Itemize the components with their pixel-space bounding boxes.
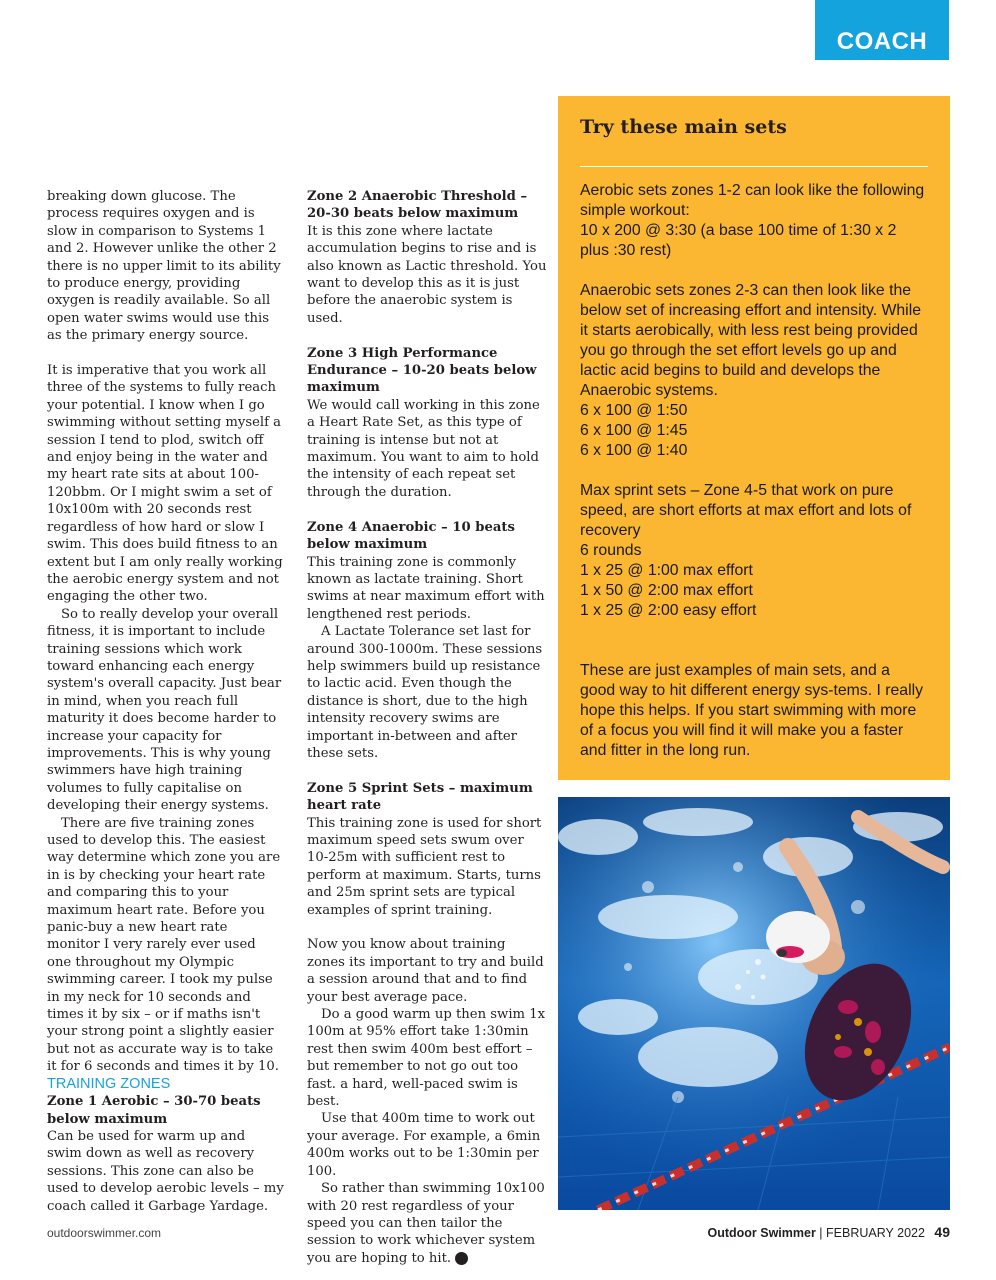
section-heading: TRAINING ZONES: [47, 1075, 171, 1092]
paragraph: Now you know about training zones its important to try and build a session around that and to find your best average pace.: [307, 937, 544, 1005]
anaerobic-set: 6 x 100 @ 1:40: [580, 442, 688, 459]
sidebar-divider: [580, 166, 928, 167]
paragraph: So to really develop your overall fitness, it is important to include training sessions which work toward enhancing each energy system's overall capacity. Just bear in mind, when you reach full maturity it does become harder to increase your capacity for improvements. This is why young swimmers have high training volumes to fully capitalise on developing their energy systems.: [47, 606, 282, 814]
zone-1-heading: Zone 1 Aerobic – 30-70 beats below maximum: [47, 1094, 261, 1127]
magazine-name: Outdoor Swimmer: [707, 1226, 816, 1240]
paragraph: breaking down glucose. The process requires oxygen and is slow in comparison to Systems 1 and 2. However unlike the other 2 there is no upper limit to its ability to produce energy, providing oxygen is readily available. So all open water swims would use this as the primary energy source.: [47, 189, 281, 344]
page-number: 49: [934, 1224, 950, 1240]
paragraph: There are five training zones used to develop this. The easiest way determine which zone you are in is by checking your heart rate and comparing this to your maximum heart rate. Before you panic-buy a new heart rate monitor I very rarely ever used one throughout my Olympic swimming career. I took my pulse in my neck for 10 seconds and times it by six – or if maths isn't your strong point a slightly easier but not as accurate way is to take it for 6 seconds and times it by 10.: [47, 815, 281, 1075]
zone-5-heading: Zone 5 Sprint Sets – maximum heart rate: [307, 780, 533, 814]
paragraph: This training zone is commonly known as lactate training. Short swims at near maximum effort with lengthened rest periods.: [307, 554, 545, 622]
issue-date: FEBRUARY 2022: [826, 1226, 925, 1240]
paragraph: Do a good warm up then swim 1x 100m at 95% effort take 1:30min rest then swim 400m best effort – but remember to not go out too fast. a hard, well-paced swim is best.: [307, 1007, 546, 1110]
swimmer-image: [558, 797, 950, 1210]
main-sets-sidebar: [558, 96, 950, 780]
paragraph: It is imperative that you work all three of the systems to fully reach your potential. I know when I go swimming without setting myself a session I tend to plod, switch off and enjoy being in the water and my heart rate sits at about 100-120bbm. Or I might swim a set of 10x100m with 20 seconds rest regardless of how hard or slow I swim. This does build fitness to an extent but I am only really working the aerobic energy system and not engaging the other two.: [47, 363, 283, 605]
anaerobic-set: 6 x 100 @ 1:50: [580, 402, 688, 419]
folio-separator: |: [819, 1226, 827, 1240]
zone-3-heading: Zone 3 High Performance Endurance – 10-20 beats below maximum: [307, 345, 537, 396]
paragraph: This training zone is used for short maximum speed sets swum over 10-25m with sufficient rest to perform at maximum. Starts, turns and 25m sprint sets are typical examples of sprint training.: [307, 815, 542, 918]
article-column-1: [47, 188, 284, 1215]
footer-website: outdoorswimmer.com: [47, 1226, 162, 1240]
sprint-rounds: 6 rounds: [580, 542, 642, 559]
closing-text: So rather than swimming 10x100 with 20 rest regardless of your speed you can then tailor the session to work whichever system you are hoping to hit.: [307, 1181, 545, 1266]
aerobic-set: 10 x 200 @ 3:30 (a base 100 time of 1:30 x 2 plus :30 rest): [580, 222, 897, 259]
zone-2-heading: Zone 2 Anaerobic Threshold – 20-30 beats below maximum: [307, 189, 528, 222]
paragraph: We would call working in this zone a Heart Rate Set, as this type of training is intense but not at maximum. You want to aim to hold the intensity of each repeat set through the duration.: [307, 397, 540, 500]
paragraph: A Lactate Tolerance set last for around 300-1000m. These sessions help swimmers build up resistance to lactic acid. Even though the distance is short, due to the high intensity recovery swims are important in-between and after these sets.: [307, 624, 543, 761]
paragraph: Can be used for warm up and swim down as well as recovery sessions. This zone can also be used to develop aerobic levels – my coach called it Garbage Yardage.: [47, 1128, 284, 1214]
sprint-set: 1 x 25 @ 1:00 max effort: [580, 562, 753, 579]
sprint-set: 1 x 50 @ 2:00 max effort: [580, 582, 753, 599]
swimmer-photo: [558, 797, 950, 1210]
sprint-set: 1 x 25 @ 2:00 easy effort: [580, 602, 757, 619]
anaerobic-set: 6 x 100 @ 1:45: [580, 422, 688, 439]
paragraph: [307, 1180, 547, 1267]
aerobic-intro: Aerobic sets zones 1-2 can look like the following simple workout:: [580, 182, 925, 219]
section-label: COACH: [836, 28, 928, 55]
paragraph: It is this zone where lactate accumulation begins to rise and is also known as Lactic threshold. You want to develop this as it is just before the anaerobic system is used.: [307, 223, 547, 326]
footer-folio: [707, 1224, 950, 1240]
zone-4-heading: Zone 4 Anaerobic – 10 beats below maximum: [307, 519, 515, 553]
paragraph: Use that 400m time to work out your average. For example, a 6min 400m works out to be 1:30min per 100.: [307, 1111, 541, 1179]
end-mark-icon: OS: [455, 1252, 468, 1265]
section-tab: [815, 0, 949, 60]
sidebar-title: Try these main sets: [580, 116, 787, 138]
anaerobic-intro: Anaerobic sets zones 2-3 can then look like the below set of increasing effort and intensity. While it starts aerobically, with less rest being provided you go through the set effort levels go up and lactic acid begins to build and develops the Anaerobic systems.: [580, 282, 921, 399]
sidebar-body: [580, 181, 928, 761]
article-column-2: [307, 188, 547, 1267]
sprint-intro: Max sprint sets – Zone 4-5 that work on pure speed, are short efforts at max effort and lots of recovery: [580, 482, 912, 539]
sidebar-closing: These are just examples of main sets, and a good way to hit different energy sys-tems. I really hope this helps. If you start swimming with more of a focus you will find it will make you a faster and fitter in the long run.: [580, 662, 924, 759]
